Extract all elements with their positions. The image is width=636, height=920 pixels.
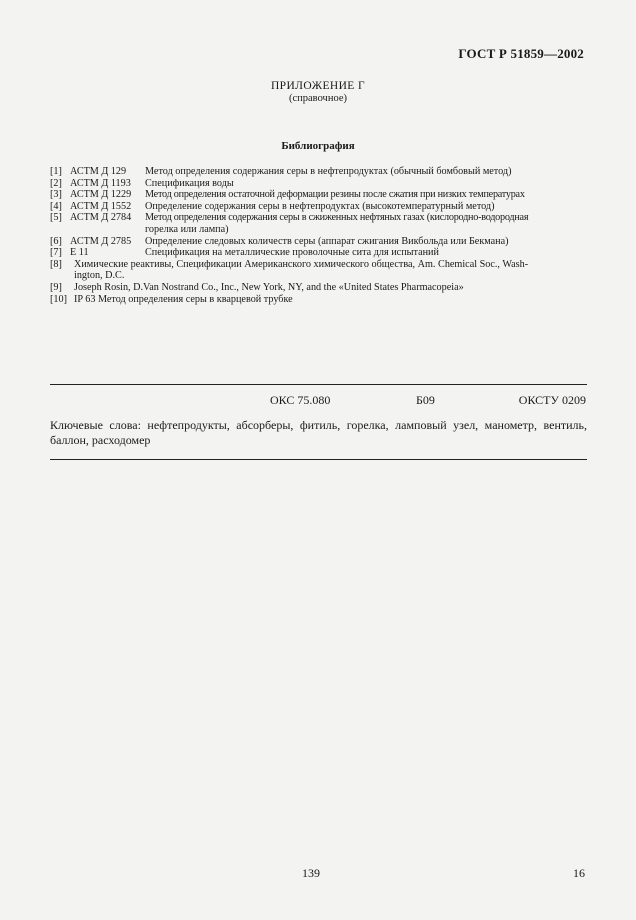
bibliography-entry — [50, 282, 588, 294]
entry-text: Joseph Rosin, D.Van Nostrand Co., Inc., New York, NY, and the «United States Pharmacopeia» — [74, 281, 464, 293]
keywords: Ключевые слова: нефтепродукты, абсорберы, фитиль, горелка, ламповый узел, манометр, вентиль, баллон, расходомер — [50, 418, 587, 447]
entry-code: АСТМ Д 1552 — [70, 200, 132, 212]
bibliography-entry — [50, 166, 588, 178]
entry-text: Метод определения содержания серы в нефтепродуктах (обычный бомбовый метод) — [145, 166, 512, 177]
entry-number: [5] — [50, 212, 62, 224]
entry-text: Химические реактивы, Спецификации Американского химического общества, Am. Chemical Soc., Wash- — [74, 258, 529, 270]
bibliography-entry — [50, 247, 588, 259]
entry-code: АСТМ Д 1229 — [70, 189, 132, 201]
standard-code: ГОСТ Р 51859—2002 — [458, 46, 584, 61]
divider-line-top — [50, 384, 587, 385]
page-number-center: 139 — [302, 866, 320, 880]
entry-text: IP 63 Метод определения серы в кварцевой трубке — [74, 293, 293, 305]
okstu-code: ОКСТУ 0209 — [518, 393, 586, 407]
entry-number: [9] — [50, 281, 62, 293]
entry-number: [1] — [50, 166, 62, 177]
bibliography-entry — [50, 178, 588, 190]
bibliography-entry-continuation — [50, 270, 588, 282]
bibliography-entry — [50, 259, 588, 271]
bibliography-entry — [50, 201, 588, 213]
bibliography-title: Библиография — [281, 140, 355, 152]
entry-code: АСТМ Д 129 — [70, 166, 127, 177]
bibliography-entry — [50, 236, 588, 248]
entry-number: [10] — [50, 293, 67, 305]
entry-number: [8] — [50, 258, 62, 270]
entry-text-continuation: ington, D.C. — [74, 270, 125, 282]
entry-text: Метод определения остаточной деформации резины после сжатия при низких температурах — [145, 189, 525, 201]
appendix-subtitle: (справочное) — [289, 93, 347, 104]
entry-number: [2] — [50, 177, 62, 189]
entry-code: АСТМ Д 2784 — [70, 212, 132, 224]
entry-code: АСТМ Д 1193 — [70, 177, 131, 189]
entry-number: [7] — [50, 247, 62, 259]
entry-text: Спецификация на металлические проволочные сита для испытаний — [145, 247, 439, 259]
group-code: Б09 — [416, 393, 435, 407]
bibliography-entry — [50, 294, 588, 306]
entry-code: АСТМ Д 2785 — [70, 235, 132, 247]
entry-text: Спецификация воды — [145, 177, 234, 189]
entry-text: Определение следовых количеств серы (аппарат сжигания Викбольда или Бекмана) — [145, 235, 509, 247]
page-number-right: 16 — [573, 866, 585, 880]
entry-text: Определение содержания серы в нефтепродуктах (высокотемпературный метод) — [145, 200, 495, 212]
entry-number: [4] — [50, 200, 62, 212]
bibliography-entry — [50, 189, 588, 201]
bibliography-entry-continuation — [50, 224, 588, 236]
entry-text: Метод определения содержания серы в сжиженных нефтяных газах (кислородно-водородная — [145, 212, 529, 224]
entry-text-continuation: горелка или лампа) — [145, 223, 229, 235]
entry-code: Е 11 — [70, 247, 89, 259]
bibliography-entry — [50, 212, 588, 224]
entry-number: [6] — [50, 235, 62, 247]
appendix-title: ПРИЛОЖЕНИЕ Г — [270, 80, 366, 92]
entry-number: [3] — [50, 189, 62, 201]
divider-line-bottom — [50, 459, 587, 460]
bibliography-list — [50, 166, 588, 305]
oks-code: ОКС 75.080 — [270, 393, 331, 407]
